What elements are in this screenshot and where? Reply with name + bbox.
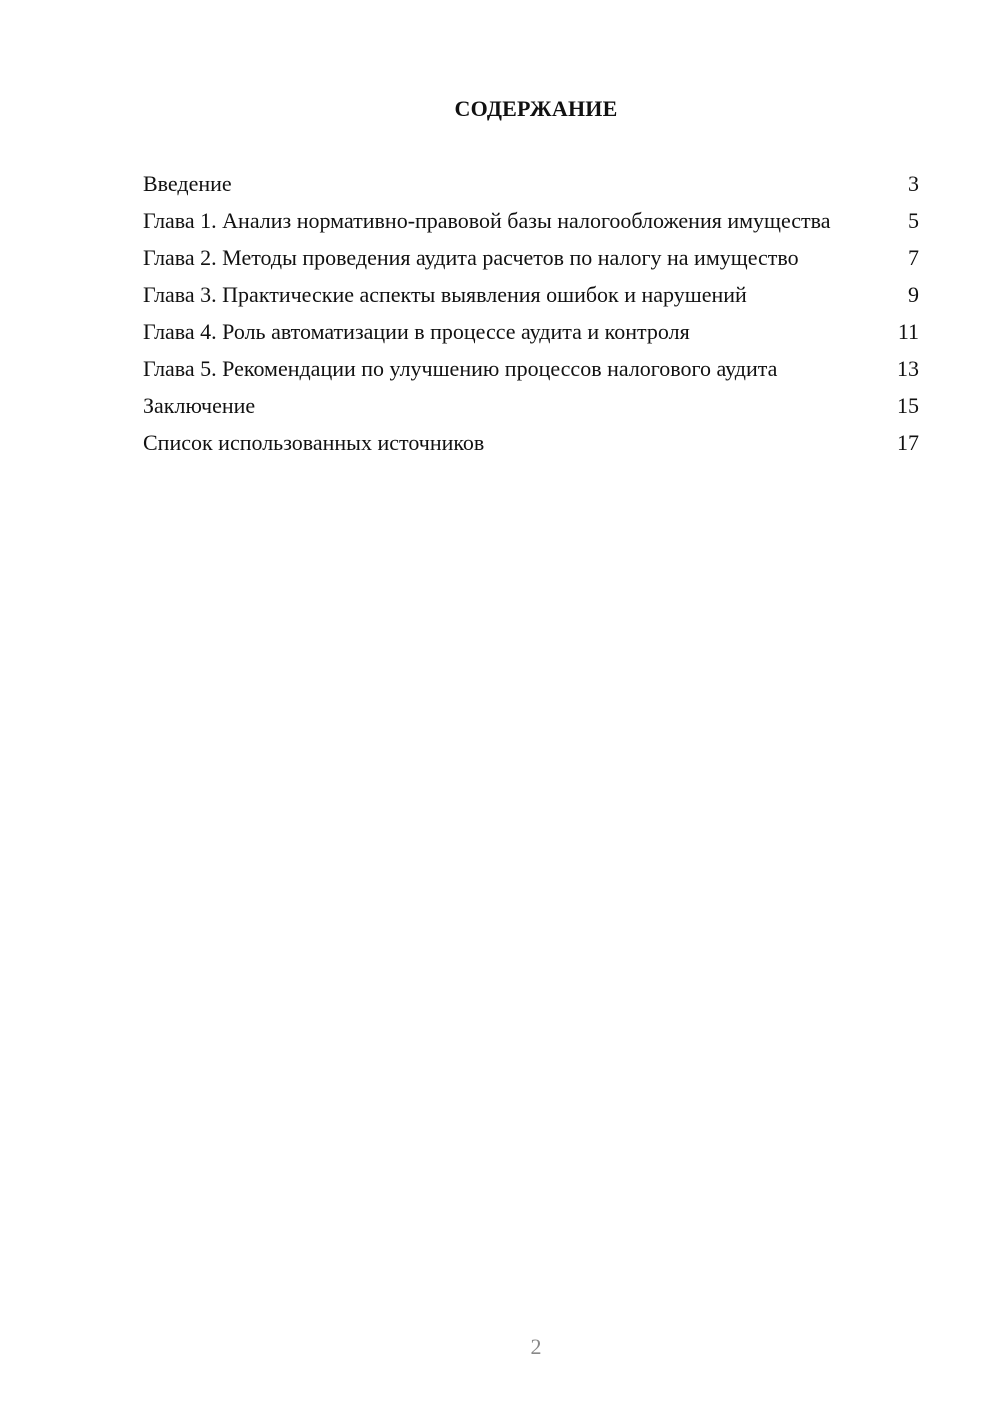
toc-entry-text: Глава 3. Практические аспекты выявления ошибок и нарушений xyxy=(143,282,747,307)
toc-entry-chapter-2 xyxy=(143,244,919,271)
toc-entry-text: Глава 5. Рекомендации по улучшению процессов налогового аудита xyxy=(143,356,778,381)
toc-entry-chapter-4 xyxy=(143,318,919,345)
toc-entry-chapter-3 xyxy=(143,281,919,308)
toc-entry-text: Список использованных источников xyxy=(143,430,485,455)
toc-entry-page: 3 xyxy=(908,171,919,196)
page-title: СОДЕРЖАНИЕ xyxy=(454,96,618,121)
toc-entry-text: Введение xyxy=(143,171,232,196)
toc-entry-chapter-1 xyxy=(143,207,919,234)
toc-entry-conclusion xyxy=(143,392,919,419)
toc-entry-page: 7 xyxy=(908,245,919,270)
toc-entry-page: 11 xyxy=(897,319,919,344)
toc-entry-chapter-5 xyxy=(143,355,919,382)
toc-entry-text: Заключение xyxy=(143,393,256,418)
toc-entry-page: 17 xyxy=(897,430,919,455)
toc-entry-text: Глава 4. Роль автоматизации в процессе аудита и контроля xyxy=(143,319,690,344)
page-number: 2 xyxy=(530,1334,542,1359)
toc-entry-references xyxy=(143,429,919,456)
toc-entry-page: 5 xyxy=(908,208,919,233)
toc-entry-introduction xyxy=(143,170,919,197)
table-of-contents xyxy=(143,170,919,466)
toc-entry-page: 9 xyxy=(908,282,919,307)
toc-entry-page: 13 xyxy=(897,356,919,381)
toc-entry-text: Глава 2. Методы проведения аудита расчетов по налогу на имущество xyxy=(143,245,799,270)
toc-entry-page: 15 xyxy=(897,393,919,418)
toc-entry-text: Глава 1. Анализ нормативно-правовой базы налогообложения имущества xyxy=(143,208,831,233)
